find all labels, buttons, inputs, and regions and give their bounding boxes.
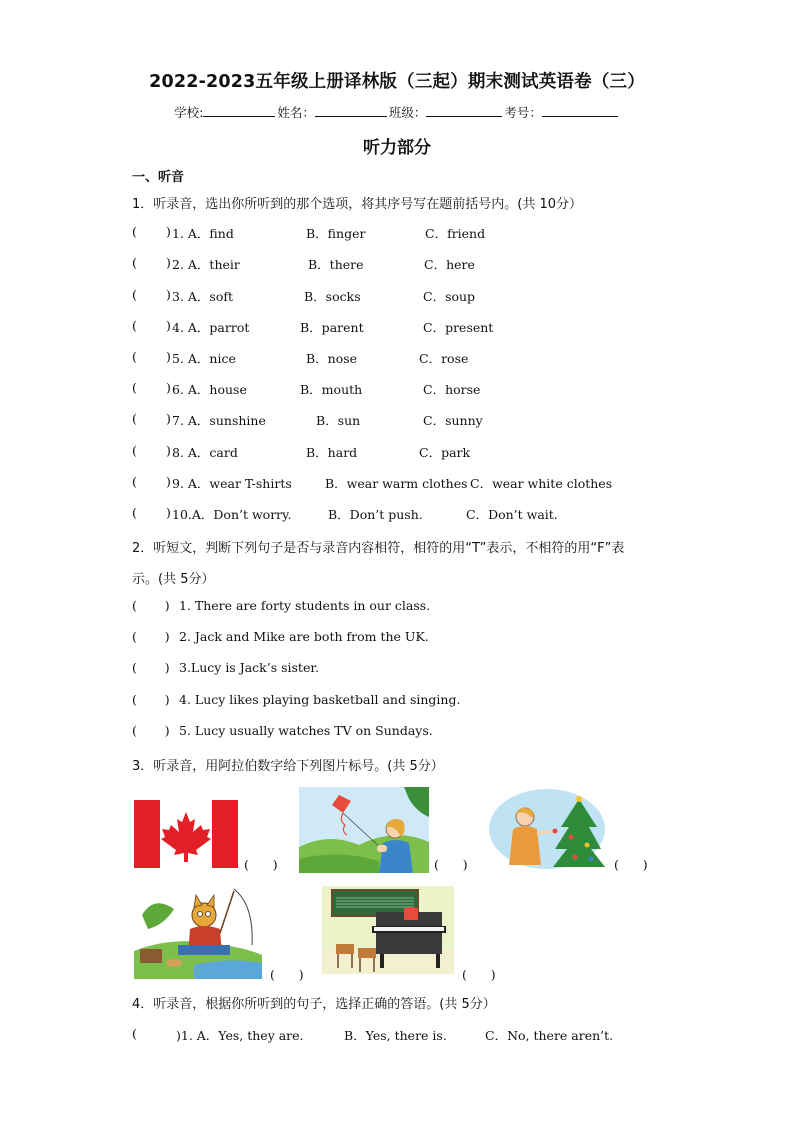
school-label: 学校: [174,105,204,120]
option-b: B．nose [306,351,358,366]
school-blank[interactable] [203,105,275,117]
answer-paren[interactable]: ( [132,474,137,489]
answer-paren-close: ) [166,224,171,239]
option-c: C．Don’t wait. [466,507,558,522]
answer-paren[interactable]: ( [132,380,137,395]
option-a: 5. A．nice [172,351,236,366]
canada-flag-picture [134,800,238,868]
answer-paren-close: ) [166,287,171,302]
tf-answer-paren[interactable]: ( ) [132,598,170,613]
q2-instruction-line2: 示。(共 5分） [132,572,215,587]
option-c: C．rose [419,351,469,366]
answer-paren-close: ) [166,349,171,364]
q4-instruction: 4．听录音，根据你所听到的句子，选择正确的答语。(共 5分） [132,997,496,1012]
option-a: 6. A．house [172,382,247,397]
number-blank[interactable] [542,105,618,117]
answer-paren[interactable]: ( [132,287,137,302]
number-label: 考号： [504,105,542,120]
option-c: C．wear white clothes [470,476,613,491]
q4-option-a: )1. A．Yes, they are. [176,1028,304,1043]
option-a: 8. A．card [172,445,238,460]
tf-statement: 2. Jack and Mike are both from the UK. [179,629,429,644]
option-b: B．mouth [300,382,363,397]
option-c: C．soup [423,289,476,304]
name-blank[interactable] [315,105,387,117]
q4-option-c: C．No, there aren’t. [485,1028,614,1043]
answer-paren-close: ) [166,380,171,395]
answer-paren[interactable]: ( [132,349,137,364]
q3-instruction: 3．听录音，用阿拉伯数字给下列图片标号。(共 5分） [132,759,444,774]
tf-answer-paren[interactable]: ( ) [132,692,170,707]
option-a: 1. A．find [172,226,234,241]
music-room-piano-picture [322,886,454,974]
tf-statement: 1. There are forty students in our class. [179,598,431,613]
tf-statement: 5. Lucy usually watches TV on Sundays. [179,723,433,738]
q1-instruction: 1．听录音，选出你所听到的那个选项，将其序号写在题前括号内。(共 10分） [132,197,583,212]
q4-answer-paren[interactable]: ( [132,1026,137,1041]
option-c: C．here [424,257,475,272]
option-c: C．horse [423,382,481,397]
option-a: 9. A．wear T-shirts [172,476,292,491]
option-c: C．park [419,445,471,460]
option-b: B．wear warm clothes [325,476,468,491]
page-title: 2022-2023五年级上册译林版（三起）期末测试英语卷（三） [149,72,645,92]
cat-fishing-picture [134,885,262,979]
answer-paren[interactable]: ( [132,411,137,426]
q3-answer-paren-4[interactable]: ( ) [270,967,304,982]
q3-answer-paren-1[interactable]: ( ) [244,857,278,872]
option-b: B．sun [316,413,361,428]
student-info-line [0,103,794,121]
q2-instruction-line1: 2．听短文，判断下列句子是否与录音内容相符，相符的用“T”表示，不相符的用“F”表 [132,541,625,556]
girl-flying-kite-picture [299,787,429,873]
option-b: B．parent [300,320,364,335]
option-c: C．friend [425,226,486,241]
tf-answer-paren[interactable]: ( ) [132,723,170,738]
answer-paren-close: ) [166,411,171,426]
part-title: 一、听音 [132,170,185,185]
option-c: C．sunny [423,413,483,428]
answer-paren-close: ) [166,443,171,458]
class-blank[interactable] [426,105,502,117]
class-label: 班级： [388,105,427,120]
answer-paren[interactable]: ( [132,443,137,458]
answer-paren-close: ) [166,474,171,489]
option-a: 10.A．Don’t worry. [172,507,292,522]
option-a: 7. A．sunshine [172,413,266,428]
q3-answer-paren-5[interactable]: ( ) [462,967,496,982]
answer-paren[interactable]: ( [132,505,137,520]
answer-paren[interactable]: ( [132,255,137,270]
tf-answer-paren[interactable]: ( ) [132,629,170,644]
answer-paren-close: ) [166,318,171,333]
option-b: B．Don’t push. [328,507,423,522]
section-title: 听力部分 [363,138,431,158]
name-label: 姓名： [277,105,315,120]
option-b: B．socks [304,289,361,304]
option-c: C．present [423,320,494,335]
option-b: B．finger [306,226,366,241]
q3-answer-paren-3[interactable]: ( ) [614,857,648,872]
answer-paren-close: ) [166,255,171,270]
answer-paren[interactable]: ( [132,318,137,333]
option-a: 2. A．their [172,257,240,272]
tf-statement: 4. Lucy likes playing basketball and singing. [179,692,461,707]
q3-answer-paren-2[interactable]: ( ) [434,857,468,872]
answer-paren[interactable]: ( [132,224,137,239]
tf-statement: 3.Lucy is Jack’s sister. [179,660,319,675]
tf-answer-paren[interactable]: ( ) [132,660,170,675]
girl-christmas-tree-picture [487,787,608,871]
option-a: 4. A．parrot [172,320,250,335]
q4-option-b: B．Yes, there is. [344,1028,447,1043]
answer-paren-close: ) [166,505,171,520]
option-b: B．there [308,257,364,272]
option-b: B．hard [306,445,358,460]
option-a: 3. A．soft [172,289,234,304]
